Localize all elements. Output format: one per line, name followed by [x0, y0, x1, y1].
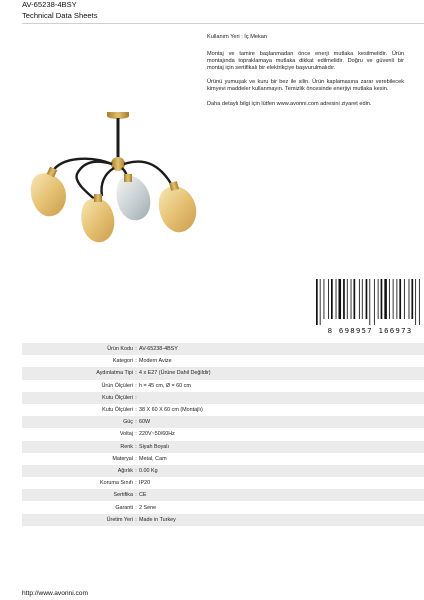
barcode-bar — [328, 279, 329, 319]
spec-separator: : — [135, 382, 137, 389]
spec-label: Sertifika — [113, 492, 133, 499]
spec-label: Materyal — [112, 455, 133, 462]
spec-separator: : — [135, 467, 137, 474]
spec-label: Voltaj — [119, 431, 133, 438]
spec-label: Güç — [123, 419, 133, 426]
spec-separator: : — [135, 492, 137, 499]
spec-value: Siyah Boyalı — [139, 443, 169, 450]
barcode-bar — [378, 279, 379, 319]
spec-row — [22, 404, 424, 416]
spec-row — [22, 501, 424, 513]
spec-label: Aydınlatma Tipi — [96, 370, 133, 377]
spec-separator: : — [135, 431, 137, 438]
spec-value: AV-65238-4BSY — [139, 346, 178, 353]
header-divider — [22, 23, 424, 24]
spec-separator: : — [135, 370, 137, 377]
spec-value: Made in Turkey — [139, 516, 176, 523]
more-info-note: Daha detaylı bilgi için lütfen www.avonni.com adresini ziyaret edin. — [207, 100, 372, 107]
spec-value: 4 x E27 (Ürüne Dahil Değildir) — [139, 370, 211, 377]
spec-separator: : — [135, 480, 137, 487]
spec-separator: : — [135, 516, 137, 523]
spec-separator: : — [135, 358, 137, 365]
barcode-bar — [351, 279, 352, 319]
spec-row — [22, 367, 424, 379]
spec-value: 220V~50/60Hz — [139, 431, 175, 438]
spec-value: Metal, Cam — [139, 455, 167, 462]
spec-label: Ürün Kodu — [107, 346, 133, 353]
spec-label: Renk — [120, 443, 133, 450]
product-image — [22, 112, 208, 252]
barcode-bar — [415, 279, 416, 325]
spec-row — [22, 343, 424, 355]
barcode-bar — [419, 279, 420, 325]
spec-row — [22, 514, 424, 526]
installation-warning: Montaj ve tamire başlanmadan önce enerji mutlaka kesilmelidir. Ürün montajında topraklamaya mutlaka dikkat edilmelidir. Doğru ve güvenli bir montaj için sertifikalı bir elektrikçiye başvurulmalıdır. — [207, 51, 404, 72]
footer-url[interactable]: http://www.avonni.com — [22, 590, 88, 597]
product-code-heading: AV-65238-4BSY — [22, 0, 77, 9]
barcode-bar — [411, 279, 413, 319]
barcode-bar — [354, 279, 356, 319]
spec-value: 38 X 60 X 60 cm (Montajlı) — [139, 407, 203, 414]
spec-label: Üretim Yeri — [106, 516, 133, 523]
spec-row — [22, 380, 424, 392]
spec-row — [22, 416, 424, 428]
barcode-bar — [331, 279, 333, 319]
info-panel — [207, 34, 404, 115]
spec-separator: : — [135, 394, 137, 401]
spec-separator: : — [135, 504, 137, 511]
spec-row — [22, 489, 424, 501]
spec-separator: : — [135, 419, 137, 426]
barcode-bar — [366, 279, 368, 319]
spec-value: h = 45 cm, Ø = 60 cm — [139, 382, 191, 389]
spec-value: CE — [139, 492, 147, 499]
spec-label: Kutu Ölçüleri — [102, 407, 133, 414]
spec-row — [22, 392, 424, 404]
barcode-bar — [396, 279, 397, 319]
barcode-bar — [374, 279, 375, 325]
barcode-bar — [316, 279, 318, 325]
barcode-bar — [399, 279, 401, 319]
spec-value: 0.00 Kg — [139, 467, 158, 474]
barcode-bar — [369, 279, 370, 325]
spec-label: Ürün Ölçüleri — [101, 382, 133, 389]
spec-label: Kategori — [112, 358, 133, 365]
barcode-bar — [389, 279, 390, 319]
specifications-table — [22, 343, 424, 526]
barcode-number: 8 698957 166973 — [327, 326, 413, 335]
spec-row — [22, 453, 424, 465]
barcode-bar — [343, 279, 345, 319]
spec-label: Garanti — [115, 504, 133, 511]
spec-row — [22, 355, 424, 367]
barcode-bars — [314, 279, 424, 325]
spec-row — [22, 465, 424, 477]
document-title: Technical Data Sheets — [22, 11, 98, 20]
barcode-bar — [384, 279, 387, 319]
spec-row — [22, 428, 424, 440]
barcode-bar — [393, 279, 394, 319]
barcode-bar — [404, 279, 405, 319]
spec-row — [22, 441, 424, 453]
spec-row — [22, 477, 424, 489]
spec-separator: : — [135, 346, 137, 353]
barcode-bar — [362, 279, 363, 319]
spec-label: Koruma Sınıfı — [100, 480, 133, 487]
barcode-bar — [409, 279, 410, 319]
spec-label: Ağırlık — [117, 467, 133, 474]
barcode-bar — [381, 279, 383, 319]
barcode-bar — [339, 279, 342, 319]
spec-value: 60W — [139, 419, 151, 426]
spec-label: Kutu Ölçüleri — [102, 394, 133, 401]
usage-location: Kullanım Yeri : İç Mekan — [207, 34, 268, 40]
barcode-bar — [359, 279, 360, 319]
barcode-bar — [324, 279, 325, 319]
spec-separator: : — [135, 455, 137, 462]
barcode-bar — [320, 279, 321, 325]
spec-value: Modern Avize — [139, 358, 172, 365]
barcode-bar — [347, 279, 348, 319]
spec-separator: : — [135, 443, 137, 450]
spec-separator: : — [135, 407, 137, 414]
spec-value: IP20 — [139, 480, 151, 487]
barcode-bar — [336, 279, 337, 319]
barcode — [314, 279, 424, 336]
cleaning-instructions: Ürünü yumuşak ve kuru bir bez ile silin. Ürün kaplamasına zarar verebilecek kimyevi maddeler kullanmayın. Temizlik öncesinde enerjiyi mutlaka kesin. — [207, 79, 404, 93]
spec-value: 2 Sene — [139, 504, 157, 511]
